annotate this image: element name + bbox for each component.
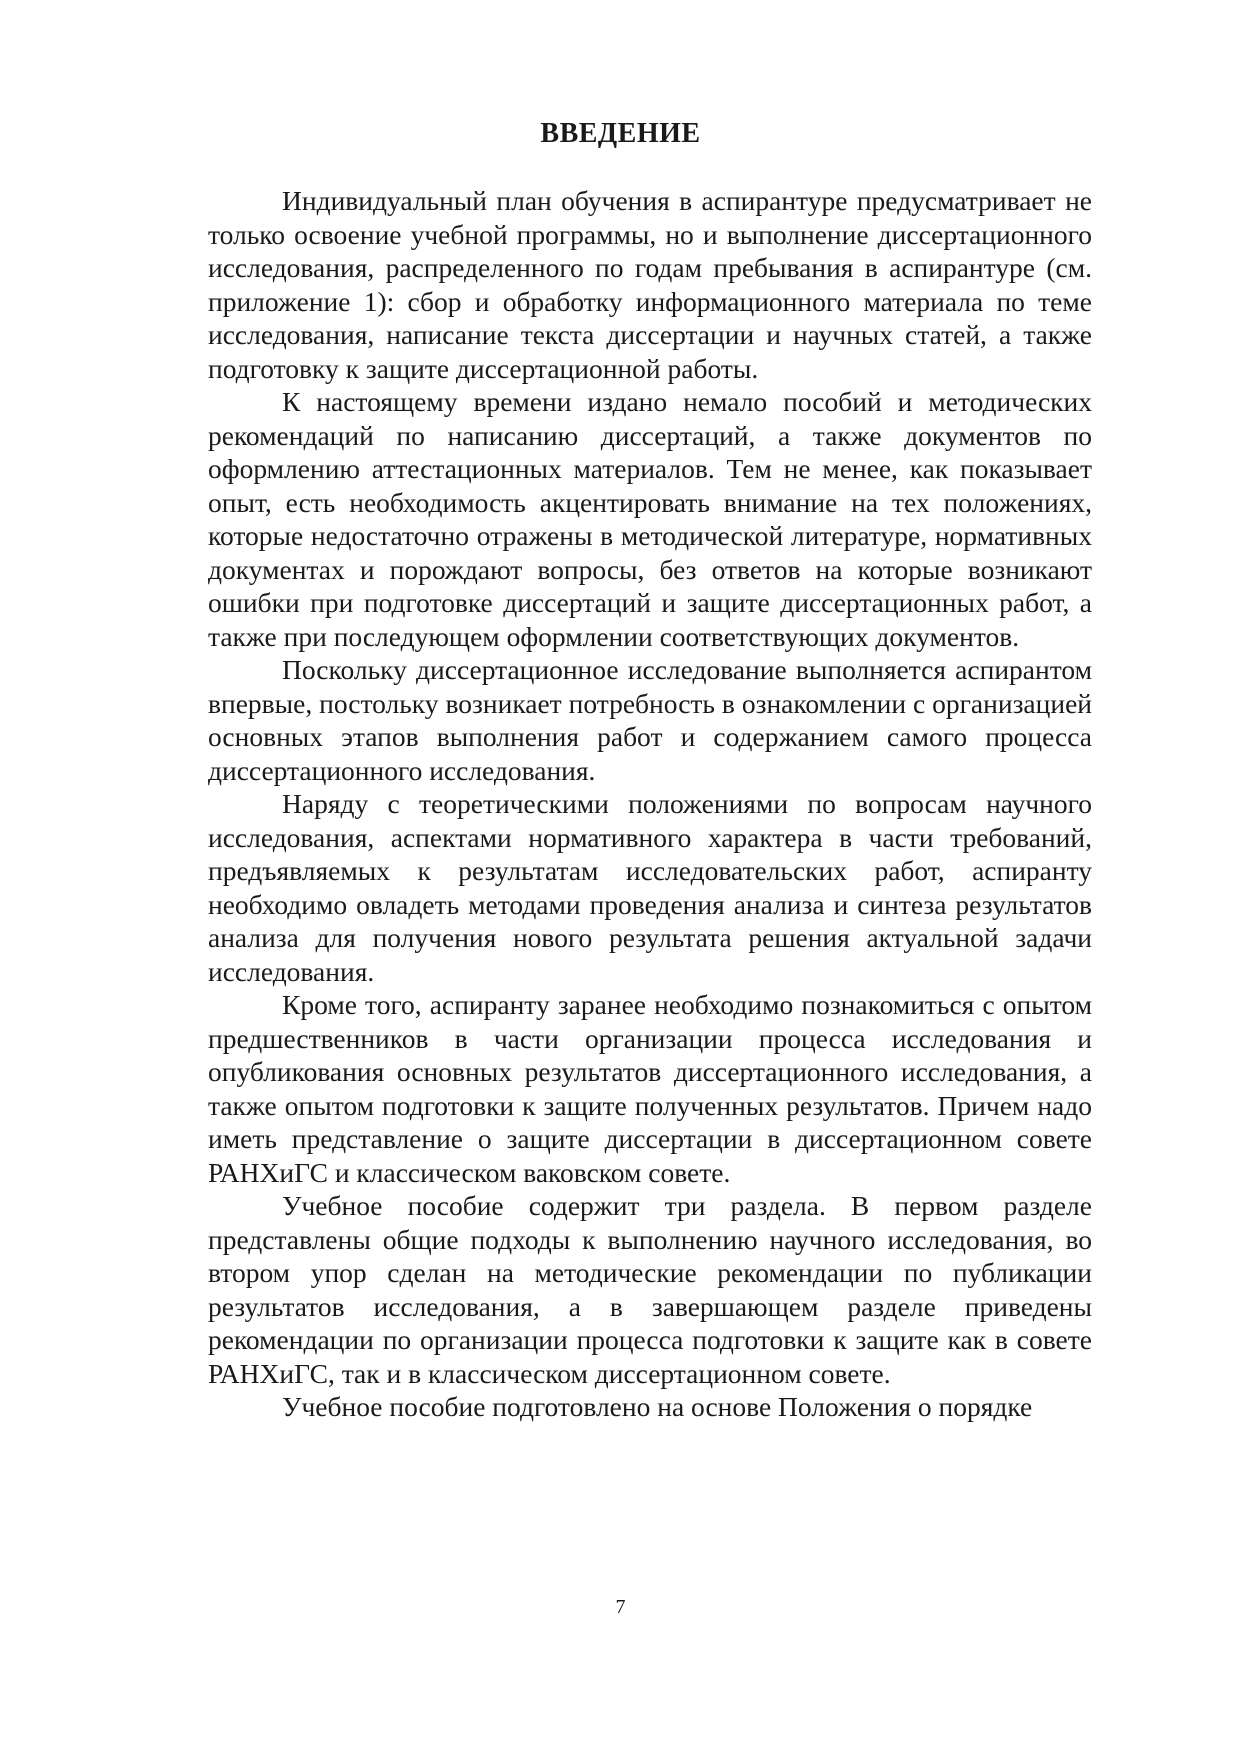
paragraph: Учебное пособие содержит три раздела. В первом разделе представлены общие подходы к выполнению научного исследования, во втором упор сделан на методические рекомендации по публикации результатов исследования, а в завершающем разделе приведены рекомендации по организации процесса подготовки к защите как в совете РАНХиГС, так и в классическом диссертационном совете. (208, 1190, 1092, 1389)
paragraph: Поскольку диссертационное исследование выполняется аспирантом впервые, постольку возникает потребность в ознакомлении с организацией основных этапов выполнения работ и содержанием самого процесса диссертационного исследования. (208, 654, 1092, 786)
paragraph: Индивидуальный план обучения в аспирантуре предусматривает не только освоение учебной программы, но и выполнение диссертационного исследования, распределенного по годам пребывания в аспирантуре (см. приложение 1): сбор и обработку информационного материала по теме исследования, написание текста диссертации и научных статей, а также подготовку к защите диссертационной работы. (208, 185, 1092, 384)
paragraph: Учебное пособие подготовлено на основе Положения о порядке (282, 1391, 1033, 1422)
section-heading: ВВЕДЕНИЕ (540, 118, 701, 149)
body-text (208, 184, 1092, 1424)
paragraph: К настоящему времени издано немало пособий и методических рекомендаций по написанию диссертаций, а также документов по оформлению аттестационных материалов. Тем не менее, как показывает опыт, есть необходимость акцентировать внимание на тех положениях, которые недостаточно отражены в методической литературе, нормативных документах и порождают вопросы, без ответов на которые возникают ошибки при подготовке диссертаций и защите диссертационных работ, а также при последующем оформлении соответствующих документов. (208, 386, 1092, 652)
page-number: 7 (615, 1596, 626, 1618)
paragraph: Наряду с теоретическими положениями по вопросам научного исследования, аспектами нормативного характера в части требований, предъявляемых к результатам исследовательских работ, аспиранту необходимо овладеть методами проведения анализа и синтеза результатов анализа для получения нового результата решения актуальной задачи исследования. (208, 788, 1092, 987)
paragraph: Кроме того, аспиранту заранее необходимо познакомиться с опытом предшественников в части организации процесса исследования и опубликования основных результатов диссертационного исследования, а также опытом подготовки к защите полученных результатов. Причем надо иметь представление о защите диссертации в диссертационном совете РАНХиГС и классическом ваковском совете. (208, 989, 1092, 1188)
